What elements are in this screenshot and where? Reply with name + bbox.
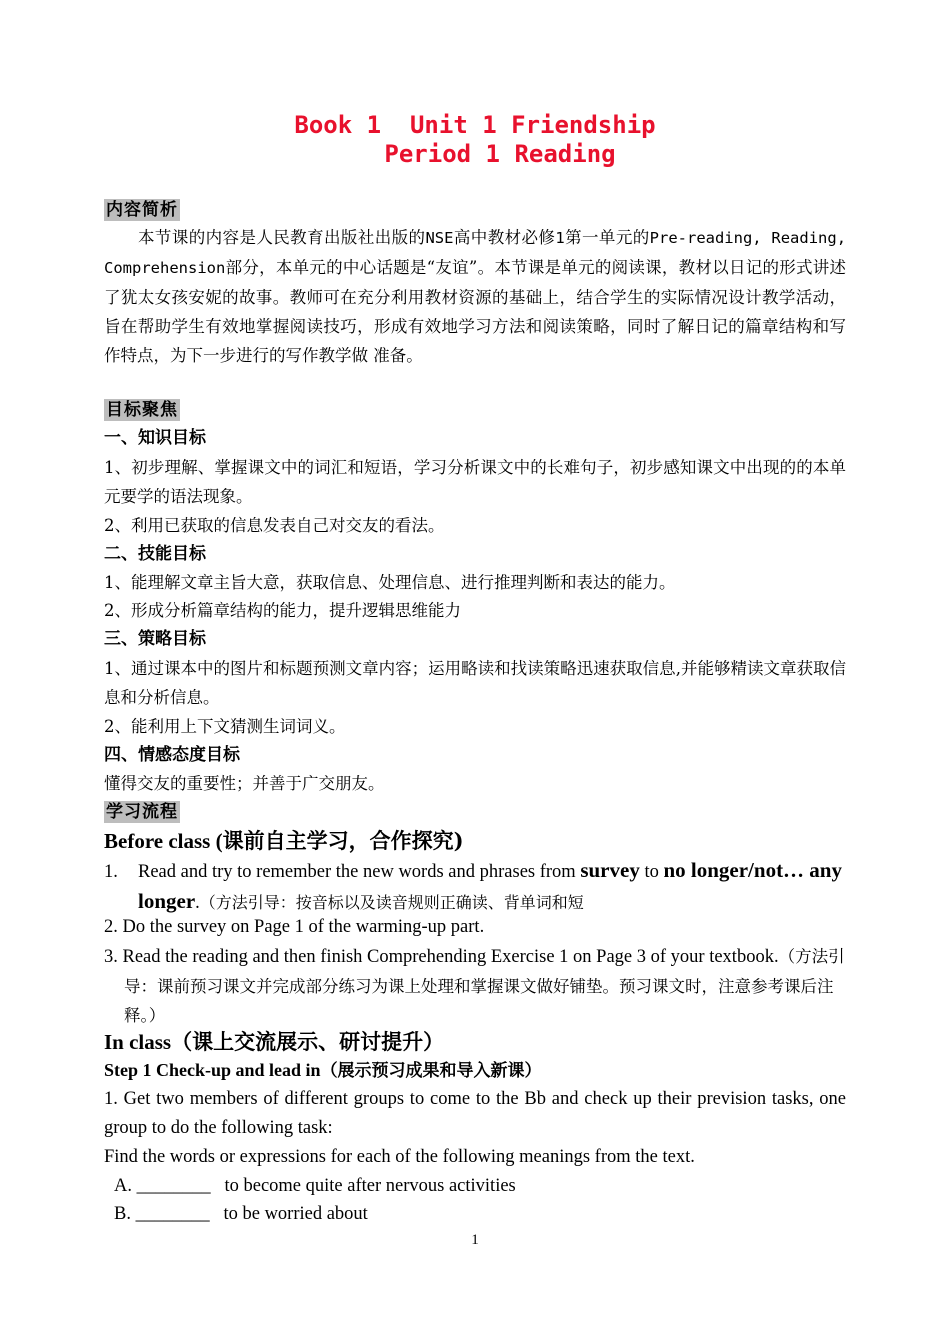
- goal-emotion-item-1: 懂得交友的重要性；并善于广交朋友。: [104, 774, 385, 793]
- goal-knowledge-item-2: 2、利用已获取的信息发表自己对交友的看法。: [104, 516, 445, 535]
- section-heading-goals: 目标聚焦: [106, 400, 178, 420]
- step1-cn: （展示预习成果和导入新课）: [320, 1061, 542, 1081]
- summary-paragraph: [104, 223, 846, 370]
- before-class-cn: 课前自主学习，合作探究): [222, 828, 464, 853]
- page-number: 1: [471, 1232, 479, 1248]
- before-item-3-guide: （方法引导：课前预习课文并完成部分练习为课上处理和掌握课文做好铺垫。预习课文时，注意参考课后注释。）: [124, 947, 845, 1025]
- before-item-1-text-a: Read and try to remember the new words and phrases from: [138, 862, 581, 882]
- document-title: Book 1 Unit 1 Friendship: [294, 111, 656, 139]
- before-item-1-to: to: [639, 862, 664, 882]
- document-subtitle: Period 1 Reading: [384, 140, 616, 168]
- summary-text-start: 本节课的内容是人民教育出版社出版的: [138, 228, 426, 247]
- summary-text-one: 1: [555, 229, 565, 247]
- before-item-1-phrase: no longer/not… any longer: [138, 858, 842, 913]
- before-item-1: [104, 856, 880, 918]
- step1-paragraph-2: Find the words or expressions for each of the following meanings from the text.: [104, 1147, 695, 1167]
- before-item-2: 2. Do the survey on Page 1 of the warming-up part.: [104, 917, 485, 937]
- section-heading-summary: 内容简析: [106, 200, 178, 220]
- in-class-cn: （课上交流展示、研讨提升）: [171, 1029, 445, 1054]
- before-item-3-text: 3. Read the reading and then finish Comprehending Exercise 1 on Page 3 of your textbook.: [104, 947, 779, 967]
- step1-paragraph-1: 1. Get two members of different groups to come to the Bb and check up their prevision tasks, one group to do the following task:: [104, 1089, 846, 1138]
- goal-strategy-item-2: 2、能利用上下文猜测生词词义。: [104, 717, 346, 736]
- step1-item-a: A. ________ to become quite after nervous activities: [114, 1176, 516, 1196]
- goal-heading-skill: 二、技能目标: [104, 544, 206, 564]
- before-item-1-survey: survey: [580, 858, 640, 882]
- before-item-1-guide: （方法引导：按音标以及读音规则正确读、背单词和短: [199, 893, 584, 912]
- goal-skill-item-2: 2、形成分析篇章结构的能力，提升逻辑思维能力: [104, 601, 461, 620]
- step1-heading: [104, 1056, 846, 1086]
- summary-text-nse: NSE: [425, 229, 454, 247]
- goal-strategy-item-1: 1、通过课本中的图片和标题预测文章内容；运用略读和找读策略迅速获取信息,并能够精读文章获取信息和分析信息。: [104, 659, 846, 707]
- goal-heading-emotion: 四、情感态度目标: [104, 745, 240, 765]
- goal-knowledge-item-1: 1、初步理解、掌握课文中的词汇和短语，学习分析课文中的长难句子，初步感知课文中出现的的本单元要学的语法现象。: [104, 458, 846, 506]
- before-item-1-num: 1.: [104, 862, 118, 882]
- before-class-en: Before class (: [104, 829, 223, 853]
- section-heading-flow: 学习流程: [106, 802, 178, 822]
- summary-text-unit: 第一单元的: [564, 228, 650, 247]
- before-item-1-period: .: [195, 893, 200, 913]
- step1-en: Step 1 Check-up and lead in: [104, 1060, 321, 1080]
- summary-text-mid: 高中教材必修: [453, 228, 556, 247]
- in-class-en: In class: [104, 1030, 172, 1054]
- goal-heading-knowledge: 一、知识目标: [104, 428, 206, 448]
- in-class-heading: [104, 1027, 846, 1059]
- goal-heading-strategy: 三、策略目标: [104, 629, 206, 649]
- before-item-3: [104, 942, 866, 1030]
- goal-skill-item-1: 1、能理解文章主旨大意，获取信息、处理信息、进行推理判断和表达的能力。: [104, 573, 676, 592]
- before-class-heading: [104, 826, 846, 858]
- step1-item-b: B. ________ to be worried about: [114, 1204, 368, 1224]
- summary-text-mono: Pre-reading, Reading, Comprehension: [104, 229, 847, 277]
- summary-text-rest: 部分，本单元的中心话题是“友谊”。本节课是单元的阅读课，教材以日记的形式讲述了犹太女孩安妮的故事。教师可在充分利用教材资源的基础上，结合学生的实际情况设计教学活动，旨在帮助学生有效地掌握阅读技巧，形成有效地学习方法和阅读策略，同时了解日记的篇章结构和写作特点，为下一步进行的写作教学做 准备。: [104, 258, 846, 365]
